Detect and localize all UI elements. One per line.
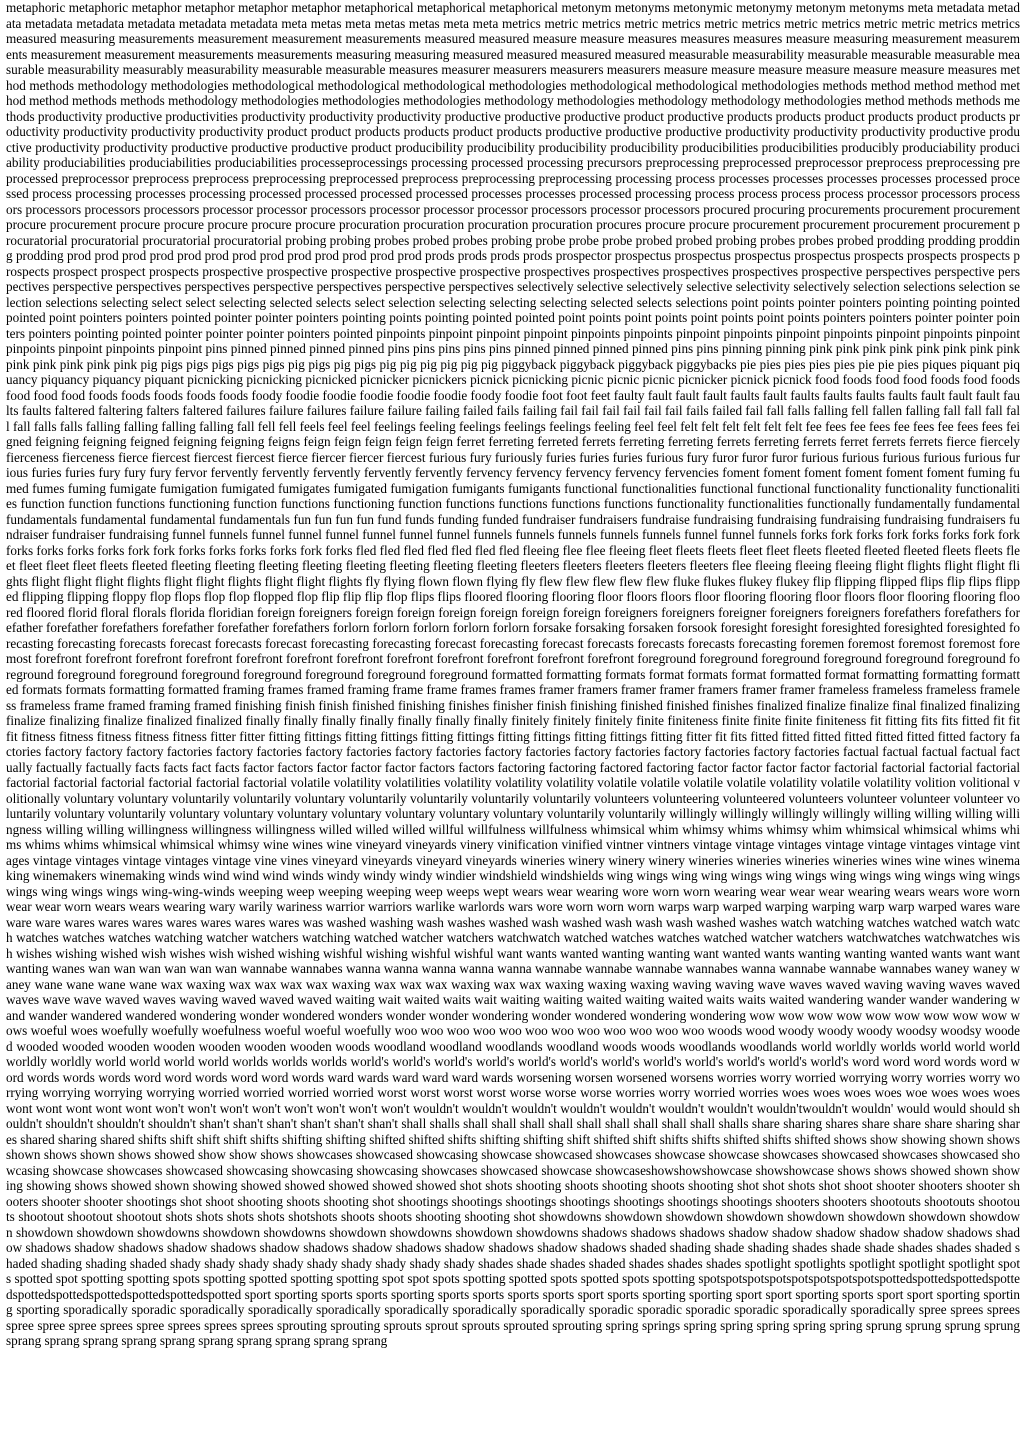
word-list-text: metaphoric metaphoric metaphor metaphor metaphor metaphor metaphorical metaphorical metaphorical metonym metonyms metonymic metonymy metonym metonyms meta metadata metadata metadata metadata metadata metadata metadata meta metas meta metas metas meta meta metrics metric metrics metric metrics metric metrics metric metrics metric metric metrics metrics measured measuring measurements measurement measurement measurements measured measured measure measure measures measures measures measure measuring measurement measurements measurement measurement measurements measurements measuring measuring measured measured measured measured measurable measurability measurable measurable measurable measurable measurability measurably measurability measurable measurable measures measurer measurers measurers measurers measure measure measure measure measure measure measures method methods methodology methodologies methodological methodological methodological methodologies methodological methodological methodologies methods method method method method method methods methods methodology methodologies methodologies methodologies methodology methodologies methodology methodology methodologies method methods methods methods productivity productive productivities productivity productivity productivity productive productive productive product productive products products product products product products productivity productivity productivity productivity product product products products product products productive productive productive productivity productivity productivity productive productive productivity productivity productive productive productive product producibility producibility producibility producibility producibilities producibilities producibly produciability produciability produciabilities produciabilities produciabilities processeprocessings processing processed processing precursors preprocessing preprocessed preprocessor preprocess preprocessing preprocessed preprocessor preprocess preprocess preprocessing preprocessed preprocess preprocessing preprocessing processing process processes processes processes processes processed processed process processing processes processing processed processed processed processed processes processes processed processing process process process process processor processors processors processors processors processors processor processor processors processor processor processor processors processor processors procured procuring procurements procurement procurement procure procurement procure procure procure procure procure procuration procuration procuration procuration procures procure procure procurement procurement procurement procurement procuratorial procuratorial procuratorial procuratorial probing probing probes probed probes probing probe probe probe probed probed probing probes probes probed prodding prodding prodding prodding prod prod prod prod prod prod prod prod prod prod prod prod prod prods prods prods prods prospector prospectus prospectus prospectus prospectus prospects prospects prospects prospects prospect prospect prospects prospective prospective prospective prospective prospective prospectives prospectives prospectives prospectives prospective perspectives perspective perspectives perspective perspectives perspectives perspective perspectives perspective perspectives selectively selective selectively selective selectivity selectively selection selections selection selection selections selecting select select selecting selected selects select selection selecting selecting selecting selected selects selections point points pointer pointers pointing pointing pointed pointed point pointers pointers pointed pointer pointer pointers pointing points pointing pointed pointed point points point points point points point points pointers pointers pointer pointer pointers pointers pointing pointed pointer pointer pointer pointers pointed pinpoints pinpoint pinpoint pinpoint pinpoints pinpoints pinpoint pinpoints pinpoint pinpoints pinpoint pinpoints pinpoint pinpoints pinpoint pinpoints pinpoint pins pinned pinned pinned pinned pins pins pins pins pins pinned pinned pinned pinned pins pins pinning pinning pink pink pink pink pink pink pink pink pink pink pink pink pink pig pigs pigs pigs pigs pigs pig pigs pig pigs pig pig pig pig pig pig piggyback piggyback piggyback piggybacks pie pies pies pies pies pie pie pies piques piquant piquancy piquancy piquancy piquant picnicking picnicking picnicked picnicker picnickers picnick picnicking picnic picnic picnic picnicker picnick picnick food foods food food foods food foods food food food foods foods foods foods foods foody foodie foodie foodie foodie foodie foody foodie foot foot feet faulty fault fault fault faults fault faults faults faults faults fault fault fault faults faults faltered faltering falters faltered failures failure failures failure failure failing failed fails failing fail fail fail fail fail fail fails failed fail fall falls falling fell fallen falling fall fall fall fall fall falls falls falling falling falling falling fall fell fell feels feel feel feelings feeling feelings feelings feelings feeling feel feel felt felt felt felt felt felt fee fees fee fees fee fees fee fees fees feigned feigning feigning feigned feigning feigning feigns feign feign feign feign feign ferret ferreting ferreted ferrets ferreting ferreting ferrets ferreting ferrets ferret ferrets ferrets fierce fiercely fierceness fierceness fierce fiercest fiercest fiercest fierce fiercer fiercer fiercest furious fury furiously furies furies furies furious fury furor furor furor furious furious furious furious furious furious furies furies fury fury fury fervor fervently fervently fervently fervently fervently fervency fervency fervency fervency fervencies foment foment foment foment foment foment fuming fumed fumes fuming fumigate fumigation fumigated fumigates fumigated fumigation fumigants fumigants functional functionalities functional functional functionality functionality functionalities function function functions functioning function functions functioning function functions functions functions functions functionality functionalities functionally fundamentally fundamental fundamentals fundamental fundamental fundamentals fun fun fun fun fund funds funding funded fundraiser fundraisers fundraise fundraising fundraising fundraising fundraising fundraisers fundraiser fundraiser fundraising funnel funnels funnel funnel funnel funnel funnel funnel funnels funnels funnels funnels funnels funnel funnel funnels forks fork forks fork forks forks fork fork forks forks forks forks fork fork forks forks forks forks fork forks fled fled fled fled fled fled fled fleeing flee flee fleeing fleet fleets fleets fleet fleet fleets fleeted fleeted fleeted fleets fleets fleet fleet fleet fleet fleets fleeted fleeting fleeting fleeting fleeting fleeting fleeting fleeting fleeting fleeters fleeters fleeters fleeters fleeters flee fleeing fleeing fleeing flight flights flight flight flights flight flight flight flights flight flight flights flight flight flights fly flying flown flown flying fly flew flew flew flew flew fluke flukes flukey flukey flip flipping flipped flips flip flips flipped flipping flipping floppy flop flops flop flop flopped flop flip flip flip flop flips flips floored flooring flooring floor floors floors floor flooring flooring floor floors floor flooring flooring floored floored florid floral florals florida floridian foreign foreigners foreign foreign foreign foreign foreign foreign foreigners foreigners foreigner foreigners foreigners forefathers forefathers forefather forefather forefathers forefather forefather forefathers forlorn forlorn forlorn forlorn forlorn forsake forsaking forsaken forsook foresight foresight foresighted foresighted foresighted forecasting forecasting forecasts forecast forecasts forecast forecasting forecasting forecast forecasting forecast forecasts forecasts forecasts forecasting foremen foremost foremost foremost foremost forefront forefront forefront forefront forefront forefront forefront forefront forefront forefront forefront forefront foreground foreground foreground foreground foreground foreground foreground foreground foreground foreground foreground foreground foreground foreground formatted formatting formats format formats format formatted format formatting formatting formatted formats formats formatting formatted framing frames framed framing frame frame frames frames framer framers framer framer framers framer framer frameless frameless frameless frameless frameless frame framed framing framed finishing finish finish finished finishing finishes finisher finish finishing finished finished finishes finalized finalize finalize final finalized finalizing finalize finalizing finalize finalized finalized finally finally finally finally finally finally finally finitely finitely finitely finite finiteness finite finite finite finiteness fit fitting fits fits fitted fit fit fit fitness fitness fitness fitness fitness fitter fitter fitting fittings fitting fittings fitting fittings fitting fittings fitting fittings fitting fitter fit fits fitted fitted fitted fitted fitted fitted fitted factory factories factory factory factory factories factory factories factory factories factory factories factory factories factory factories factory factories factory factories factual factual factual factual factually factually factually facts facts fact facts factor factors factor factor factor factors factors factoring factoring factored factoring factor factor factor factor factorial factorial factorial factorial factorial factorial factorial factorial factorial factorial volatile volatility volatilities volatility volatility volatility volatile volatile volatile volatile volatility volatile volatility volition volitional volitionally voluntary voluntary voluntarily voluntarily voluntary voluntarily voluntarily voluntarily voluntarily volunteers volunteering volunteered volunteers volunteer volunteer volunteer voluntarily voluntary voluntarily voluntary voluntary voluntary voluntary voluntary voluntary voluntary voluntarily voluntarily willingly willingly willingly willingly willing willing willing willingness willing willing willingness willingness willingness willed willed willed willful willfulness willfulness whimsical whim whimsy whims whimsy whim whimsical whimsical whims whims whims whims whimsical whimsical whimsy wine wines wine vineyard vineyards vinery vinification vinified vintner vintners vintage vintage vintages vintage vintage vintages vintage vintages vintage vintages vintage vintages vintage vine vines vineyard vineyards vineyard vineyards wineries winery winery winery wineries wineries wineries wineries wines wine wines winemaking winemakers winemaking winds wind wind wind winds windy windy windy windier windshield windshields wing wings wing wing wings wing wings wing wings wing wings wing wings wings wing wings wings wing-wing-winds weeping weep weeping weeping weep weeps wept wears wear wearing wore worn worn wearing wear wear wear wearing wears wears wore worn wear wear worn wears wears wearing wary warily wariness warrior warriors warlike warlords wars wore worn worn worn warps warp warped warping warping warp warp warped wares ware ware ware wares wares wares wares wares wares wares was washed washing wash washes washed wash washed wash wash wash washed washes watch watching watches watched watch watch watches watches watches watching watcher watchers watching watched watcher watchers watchwatch watched watches watches watched watcher watchers watchwatches watchwatches wish wishes wishing wished wish wishes wish wished wishing wishful wishing wishful wishful want wants wanted wanting wanting want wanted wants wanting wanting wanted wants want want wanting wanes wan wan wan wan wan wan wannabe wannabes wanna wanna wanna wanna wanna wannabe wannabe wannabe wannabes wanna wannabe wannabe wannabes waney waney waney wane wane wane wane wax waxing wax wax wax wax waxing wax wax wax waxing wax wax waxing waxing waxing waving waving wave waves waved waving waving waves waved waves wave wave waved waves waving waved waved waved waiting wait waited waits wait waiting waiting waited waiting waited waits waits waited wandering wander wander wandering wand wander wandered wandered wondering wonder wondered wonders wonder wonder wondering wonder wondered wondering wondering wow wow wow wow wow wow wow wow wow wows woeful woes woefully woefully woefulness woeful woeful woefully woo woo woo woo woo woo woo woo woo woo woo woo woods wood woody woody woody woodsy woodsy wooded wooded wooded wooden wooden wooden wooden wooden woods woodland woodland woodlands woodland woods woods woodlands woodlands world worldly worlds world world world worldly worldly world world world world worlds worlds worlds world's world's world's world's world's world's world's world's world's world's world's world's word word word words word word words words words word word words word word words ward wards ward ward ward wards worsening worsen worsened worsens worries worry worried worrying worry worries worry worrying worrying worrying worrying worried worried worried worried worst worst worst worst worse worse worse worries worry worried worries woes woes woes woes woe woes woes woes wont wont wont wont wont won't won't won't won't won't won't won't won't wouldn't wouldn't wouldn't wouldn't wouldn't wouldn't wouldn't wouldn'twouldn't wouldn' would would should shouldn't shouldn't shouldn't shouldn't shan't shan't shan't shan't shan't shan't shall shalls shall shall shall shall shall shall shall shall shall shalls share sharing shares share share share sharing shares shared sharing shared shifts shift shift shift shifts shifting shifting shifted shifted shifts shifting shifting shift shifted shift shifts shifts shifted shifts shifted shows show showing shown shows shown shows shown shows showed show show shows showcases showcased showcasing showcase showcased showcases showcase showcase showcases showcased showcases showcased showcasing showcase showcases showcased showcasing showcasing showcasing showcases showcased showcase showcaseshowshowshowcase showshowcase shows shows showed shown showing showing shows showed shown showing showed showed showed showed showed shot shots shooting shoots shooting shoots shooting shot shot shots shot shoot shooter shooters shooter shooters shooter shooter shootings shot shoot shooting shoots shooting shot shootings shootings shootings shootings shootings shootings shootings shooters shooters shootouts shootouts shootouts shootout shootout shootout shots shots shots shots shotshots shoots shoots shooting shooting shot showdowns showdown showdown showdown showdown showdown showdown showdown showdown showdown showdowns showdown showdowns showdown showdowns showdown showdowns shadows shadows shadows shadow shadow shadow shadow shadow shadows shadow shadows shadow shadows shadow shadows shadow shadows shadow shadows shadow shadows shadow shadows shaded shading shade shading shades shade shade shades shades shaded shaded shading shading shaded shady shady shady shady shady shady shady shady shady shades shade shades shaded shades shades shades spotlight spotlights spotlight spotlight spotlight spots spotted spot spotting spotting spots spotting spotted spotting spotting spot spot spots spotting spotted spots spotted spots spotting spotspotspotspotspotspotspotspotspottedspottedspottedspottedspottedspottedspottedspottedspottedspotted sport sporting sports sports sporting sports sports sports sports sport sports sporting sporting sport sport sporting sports sport sport sporting sporting sporting sporadically sporadic sporadically sporadically sporadically sporadically sporadically sporadically sporadic sporadic sporadic sporadic sporadically sporadically spree sprees sprees spree spree spree sprees spree sprees sprees sprees sprouting sprouting sprouts sprout sprouts sprouted sprouting spring springs spring spring spring spring spring sprung sprung sprung sprung sprang sprang sprang sprang sprang sprang sprang sprang sprang sprang: [6, 0, 1020, 1348]
